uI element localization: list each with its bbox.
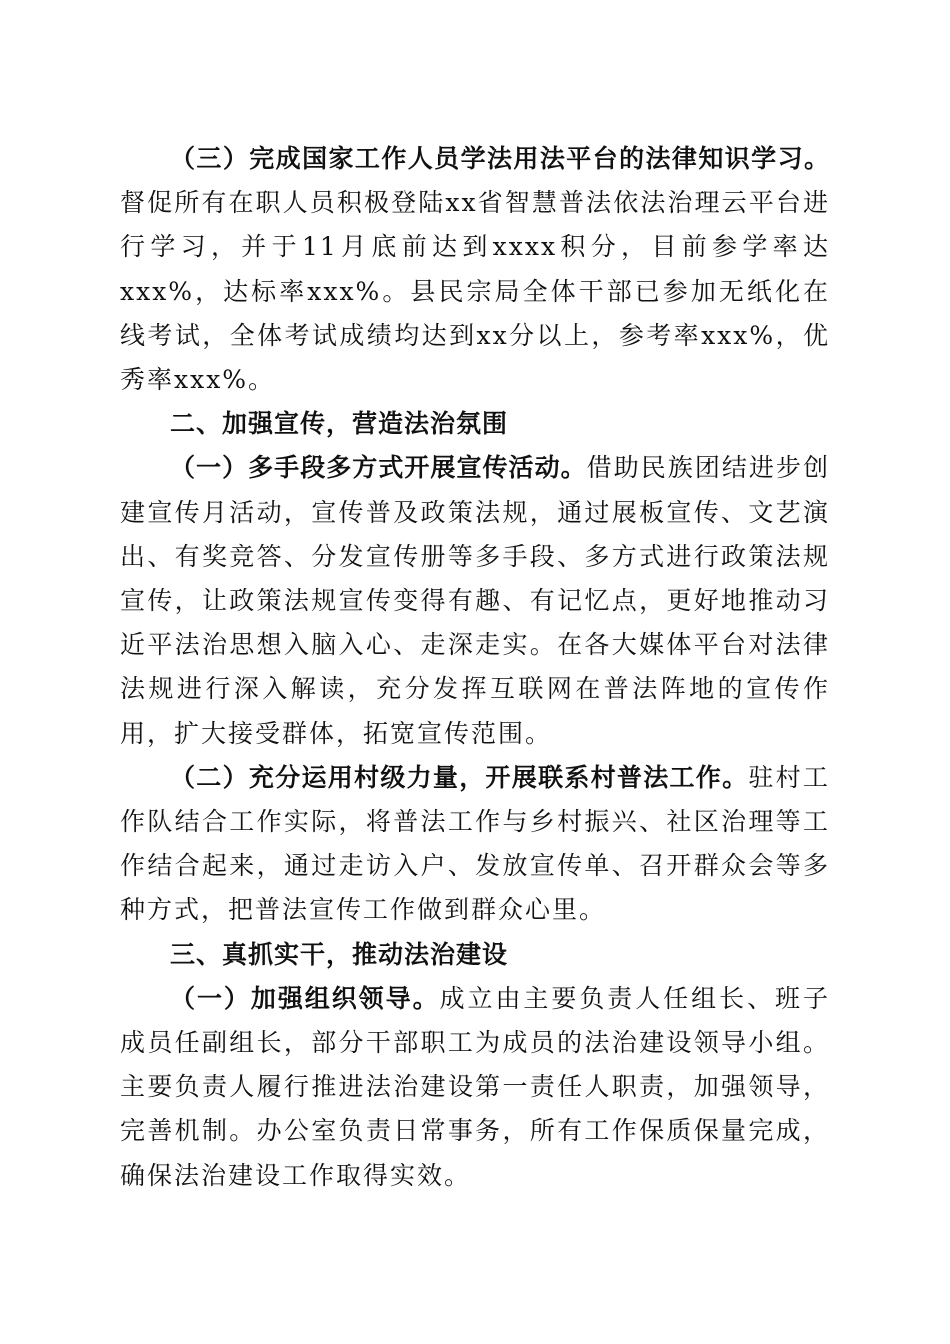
document-body xyxy=(120,137,830,1198)
paragraph-lead: （二）充分运用村级力量，开展联系村普法工作。 xyxy=(170,762,749,792)
paragraph-body: 督促所有在职人员积极登陆xx省智慧普法依法治理云平台进行学习，并于11月底前达到xxxx积分，目前参学率达xxx%，达标率xxx%。县民宗局全体干部已参加无纸化在线考试，全体考试成绩均达到xx分以上，参考率xxx%，优秀率xxx%。 xyxy=(120,188,830,395)
paragraph-publicity-activities xyxy=(120,446,830,755)
section-heading-publicity: 二、加强宣传，营造法治氛围 xyxy=(170,409,509,439)
paragraph-lead: （三）完成国家工作人员学法用法平台的法律知识学习。 xyxy=(170,144,830,173)
paragraph-village-work xyxy=(120,756,830,933)
paragraph-body: 驻村工作队结合工作实际，将普法工作与乡村振兴、社区治理等工作结合起来，通过走访入户、发放宣传单、召开群众会等多种方式，把普法宣传工作做到群众心里。 xyxy=(120,762,830,925)
paragraph-body: 借助民族团结进步创建宣传月活动，宣传普及政策法规，通过展板宣传、文艺演出、有奖竞答、分发宣传册等多手段、多方式进行政策法规宣传，让政策法规宣传变得有趣、有记忆点，更好地推动习近平法治思想入脑入心、走深走实。在各大媒体平台对法律法规进行深入解读，充分发挥互联网在普法阵地的宣传作用，扩大接受群体，拓宽宣传范围。 xyxy=(120,453,830,748)
paragraph-lead: （一）加强组织领导。 xyxy=(170,983,440,1013)
paragraph-leadership xyxy=(120,977,830,1198)
paragraph-lead: （一）多手段多方式开展宣传活动。 xyxy=(170,453,587,483)
section-heading-rule-of-law: 三、真抓实干，推动法治建设 xyxy=(170,939,509,969)
paragraph-body: 成立由主要负责人任组长、班子成员任副组长，部分干部职工为成员的法治建设领导小组。主要负责人履行推进法治建设第一责任人职责，加强领导，完善机制。办公室负责日常事务，所有工作保质保量完成，确保法治建设工作取得实效。 xyxy=(120,983,830,1190)
paragraph-platform-study xyxy=(120,137,830,402)
